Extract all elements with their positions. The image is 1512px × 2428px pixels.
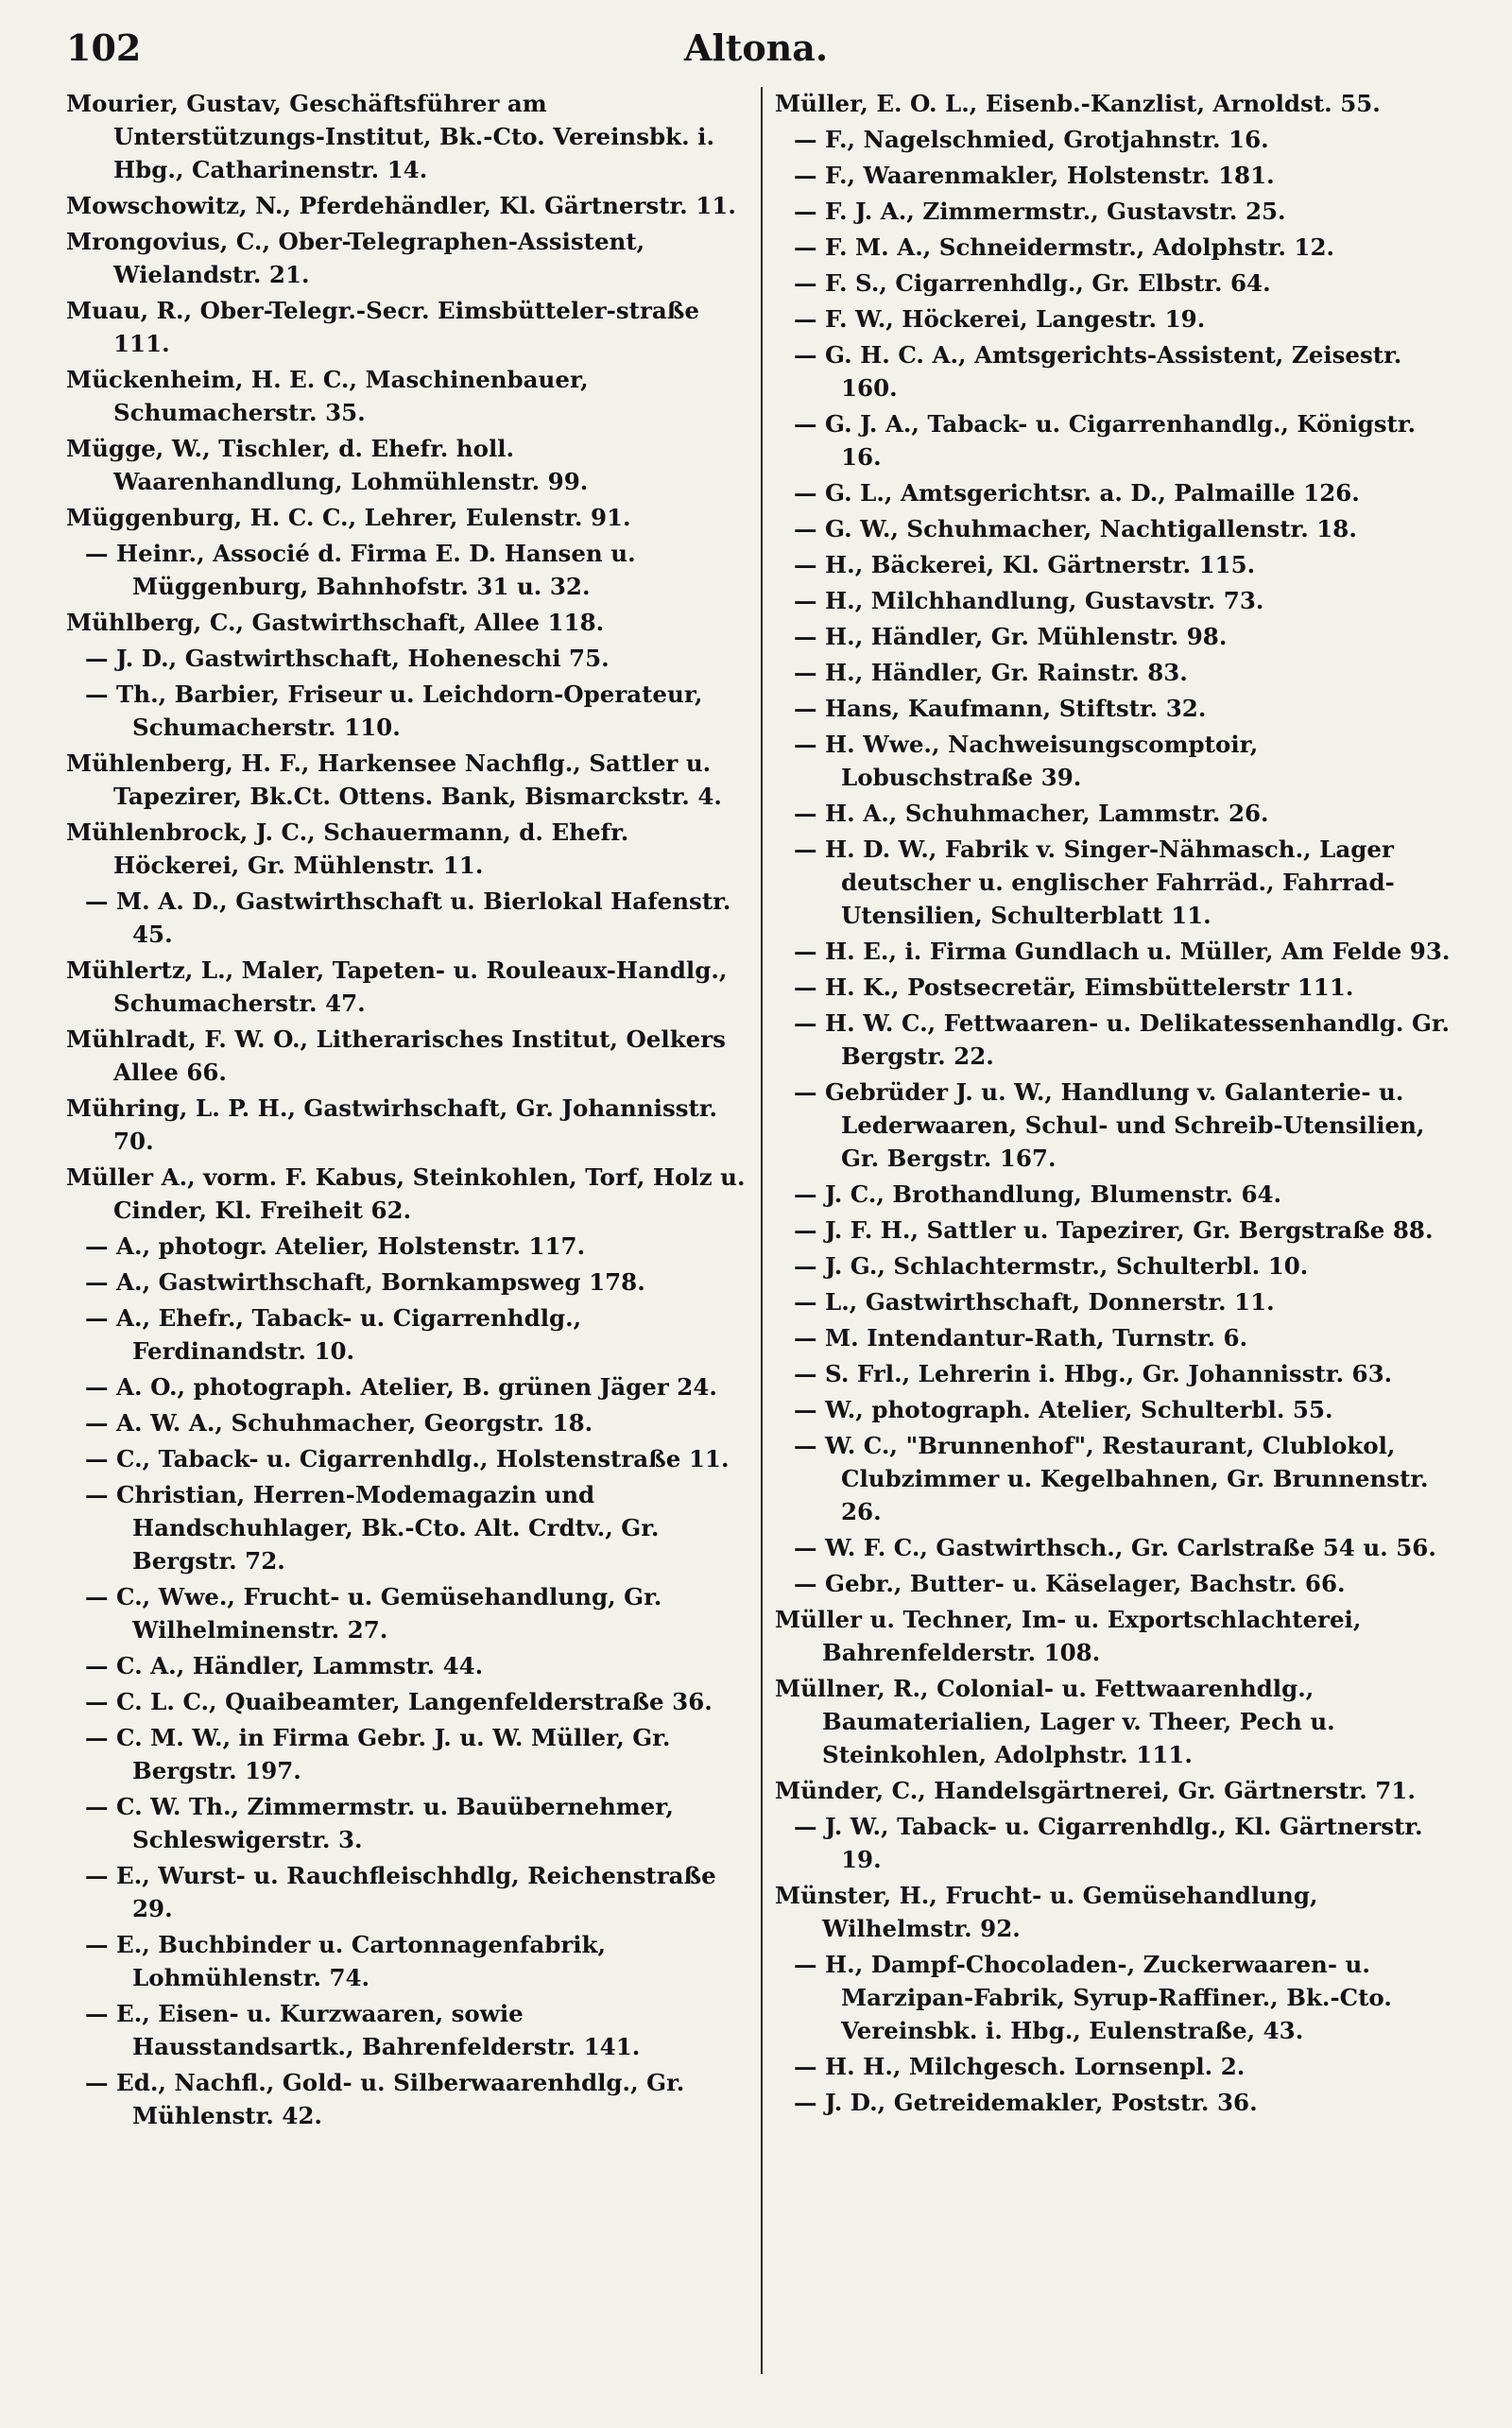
right-column (775, 87, 1455, 2393)
directory-entry: — L., Gastwirthschaft, Donnerstr. 11. (794, 1288, 1275, 1316)
directory-entry: Mühlberg, C., Gastwirthschaft, Allee 118. (66, 609, 605, 636)
directory-entry: Mühlenbrock, J. C., Schauermann, d. Ehefr. Höckerei, Gr. Mühlenstr. 11. (66, 818, 629, 879)
directory-entry: — F., Nagelschmied, Grotjahnstr. 16. (794, 126, 1269, 153)
directory-entry: Müllner, R., Colonial- u. Fettwaarenhdlg., Baumaterialien, Lager v. Theer, Pech u. Steinkohlen, Adolphstr. 111. (775, 1675, 1335, 1768)
directory-entry: — F. M. A., Schneidermstr., Adolphstr. 12. (794, 233, 1335, 261)
directory-entry: — M. Intendantur-Rath, Turnstr. 6. (794, 1324, 1248, 1352)
directory-entry: — A., Gastwirthschaft, Bornkampsweg 178. (85, 1268, 645, 1296)
directory-entry: Müller A., vorm. F. Kabus, Steinkohlen, Torf, Holz u. Cinder, Kl. Freiheit 62. (66, 1163, 746, 1224)
directory-entry: — H. Wwe., Nachweisungscomptoir, Lobuschstraße 39. (794, 731, 1259, 791)
directory-entry: Mühring, L. P. H., Gastwirhschaft, Gr. Johannisstr. 70. (66, 1094, 718, 1155)
directory-entry: — W. C., "Brunnenhof", Restaurant, Clublokol, Clubzimmer u. Kegelbahnen, Gr. Brunnenstr. 26. (794, 1432, 1429, 1525)
directory-entry: — A., Ehefr., Taback- u. Cigarrenhdlg., Ferdinandstr. 10. (85, 1304, 582, 1365)
directory-entry: Mückenheim, H. E. C., Maschinenbauer, Schumacherstr. 35. (66, 366, 589, 426)
directory-entry: — A., photogr. Atelier, Holstenstr. 117. (85, 1232, 586, 1260)
directory-entry: — H. H., Milchgesch. Lornsenpl. 2. (794, 2053, 1246, 2080)
directory-entry: — E., Eisen- u. Kurzwaaren, sowie Hausstandsartk., Bahrenfelderstr. 141. (85, 2000, 641, 2060)
directory-entry: — H. D. W., Fabrik v. Singer-Nähmasch., Lager deutscher u. englischer Fahrräd., Fahrrad-Utensilien, Schulterblatt 11. (794, 835, 1395, 929)
directory-entry: — H. E., i. Firma Gundlach u. Müller, Am Felde 93. (794, 938, 1451, 965)
directory-entry: — C. W. Th., Zimmermstr. u. Bauübernehmer, Schleswigerstr. 3. (85, 1793, 674, 1853)
directory-entry: — G. L., Amtsgerichtsr. a. D., Palmaille 126. (794, 479, 1360, 507)
directory-entry: — H. A., Schuhmacher, Lammstr. 26. (794, 800, 1269, 827)
directory-entry: — H., Händler, Gr. Mühlenstr. 98. (794, 623, 1228, 650)
directory-entry: — Gebr., Butter- u. Käselager, Bachstr. 66. (794, 1570, 1346, 1597)
directory-entry: — H., Bäckerei, Kl. Gärtnerstr. 115. (794, 551, 1256, 578)
directory-entry: — G. H. C. A., Amtsgerichts-Assistent, Zeisestr. 160. (794, 341, 1402, 402)
directory-entry: — M. A. D., Gastwirthschaft u. Bierlokal Hafenstr. 45. (85, 887, 731, 948)
directory-entry: — J. D., Gastwirthschaft, Hoheneschi 75. (85, 645, 610, 672)
directory-entry: — Hans, Kaufmann, Stiftstr. 32. (794, 695, 1207, 722)
directory-entry: — Ed., Nachfl., Gold- u. Silberwaarenhdlg., Gr. Mühlenstr. 42. (85, 2069, 685, 2129)
directory-entry: — A. W. A., Schuhmacher, Georgstr. 18. (85, 1409, 593, 1437)
directory-entry: — J. W., Taback- u. Cigarrenhdlg., Kl. Gärtnerstr. 19. (794, 1813, 1423, 1873)
directory-entry: Münster, H., Frucht- u. Gemüsehandlung, Wilhelmstr. 92. (775, 1882, 1318, 1942)
directory-entry: — H. K., Postsecretär, Eimsbüttelerstr 111. (794, 973, 1354, 1001)
directory-entry: — F. J. A., Zimmermstr., Gustavstr. 25. (794, 198, 1286, 225)
directory-entry: — Th., Barbier, Friseur u. Leichdorn-Operateur, Schumacherstr. 110. (85, 680, 703, 741)
directory-entry: — E., Buchbinder u. Cartonnagenfabrik, Lohmühlenstr. 74. (85, 1931, 607, 1991)
directory-entry: — H., Dampf-Chocoladen-, Zuckerwaaren- u. Marzipan-Fabrik, Syrup-Raffiner., Bk.-Cto. Vereinsbk. i. Hbg., Eulenstraße, 43. (794, 1951, 1392, 2044)
running-head: Altona. (683, 26, 829, 69)
directory-entry: Mourier, Gustav, Geschäftsführer am Unterstützungs-Institut, Bk.-Cto. Vereinsbk. i. Hbg., Catharinenstr. 14. (66, 90, 714, 183)
directory-entry: Mühlertz, L., Maler, Tapeten- u. Rouleaux-Handlg., Schumacherstr. 47. (66, 956, 728, 1017)
directory-entry: — Christian, Herren-Modemagazin und Handschuhlager, Bk.-Cto. Alt. Crdtv., Gr. Bergstr. 72. (85, 1481, 660, 1575)
page-number: 102 (66, 26, 142, 69)
directory-entry: — J. D., Getreidemakler, Poststr. 36. (794, 2089, 1258, 2116)
directory-entry: — C. M. W., in Firma Gebr. J. u. W. Müller, Gr. Bergstr. 197. (85, 1724, 671, 1784)
directory-entry: — W., photograph. Atelier, Schulterbl. 55. (794, 1396, 1333, 1423)
directory-entry: Münder, C., Handelsgärtnerei, Gr. Gärtnerstr. 71. (775, 1777, 1416, 1804)
column-divider (761, 87, 763, 2374)
directory-entry: — C. L. C., Quaibeamter, Langenfelderstraße 36. (85, 1688, 713, 1715)
left-column (66, 87, 747, 2393)
directory-entry: — S. Frl., Lehrerin i. Hbg., Gr. Johannisstr. 63. (794, 1360, 1393, 1387)
directory-entry: — C. A., Händler, Lammstr. 44. (85, 1652, 484, 1679)
directory-entry: — A. O., photograph. Atelier, B. grünen Jäger 24. (85, 1373, 717, 1401)
directory-entry: — H., Händler, Gr. Rainstr. 83. (794, 659, 1188, 686)
directory-entry: Mrongovius, C., Ober-Telegraphen-Assistent, Wielandstr. 21. (66, 228, 645, 288)
directory-entry: — J. G., Schlachtermstr., Schulterbl. 10. (794, 1252, 1309, 1280)
directory-entry: — Gebrüder J. u. W., Handlung v. Galanterie- u. Lederwaaren, Schul- und Schreib-Utensilien, Gr. Bergstr. 167. (794, 1078, 1425, 1172)
directory-entry: Mowschowitz, N., Pferdehändler, Kl. Gärtnerstr. 11. (66, 192, 736, 219)
directory-entry: — Heinr., Associé d. Firma E. D. Hansen u. Müggenburg, Bahnhofstr. 31 u. 32. (85, 540, 636, 600)
directory-columns (66, 87, 1455, 2393)
directory-entry: Muau, R., Ober-Telegr.-Secr. Eimsbütteler-straße 111. (66, 297, 699, 357)
directory-entry: Mügge, W., Tischler, d. Ehefr. holl. Waarenhandlung, Lohmühlenstr. 99. (66, 435, 589, 495)
directory-entry: — J. C., Brothandlung, Blumenstr. 64. (794, 1180, 1282, 1208)
directory-entry: — H., Milchhandlung, Gustavstr. 73. (794, 587, 1264, 614)
directory-entry: Müggenburg, H. C. C., Lehrer, Eulenstr. 91. (66, 504, 631, 531)
directory-entry: — C., Wwe., Frucht- u. Gemüsehandlung, Gr. Wilhelminenstr. 27. (85, 1583, 662, 1644)
directory-entry: — F., Waarenmakler, Holstenstr. 181. (794, 162, 1275, 189)
directory-entry: — C., Taback- u. Cigarrenhdlg., Holstenstraße 11. (85, 1445, 730, 1472)
directory-entry: — F. S., Cigarrenhdlg., Gr. Elbstr. 64. (794, 269, 1271, 297)
directory-entry: — J. F. H., Sattler u. Tapezirer, Gr. Bergstraße 88. (794, 1216, 1434, 1244)
directory-entry: — F. W., Höckerei, Langestr. 19. (794, 305, 1206, 333)
directory-entry: Müller, E. O. L., Eisenb.-Kanzlist, Arnoldst. 55. (775, 90, 1381, 117)
directory-entry: — W. F. C., Gastwirthsch., Gr. Carlstraße 54 u. 56. (794, 1534, 1436, 1561)
page-header (66, 26, 1446, 76)
directory-entry: — G. W., Schuhmacher, Nachtigallenstr. 18. (794, 515, 1357, 542)
directory-entry: Mühlenberg, H. F., Harkensee Nachflg., Sattler u. Tapezirer, Bk.Ct. Ottens. Bank, Bismarckstr. 4. (66, 749, 722, 810)
directory-entry: Müller u. Techner, Im- u. Exportschlachterei, Bahrenfelderstr. 108. (775, 1606, 1362, 1666)
directory-entry: — E., Wurst- u. Rauchfleischhdlg, Reichenstraße 29. (85, 1862, 716, 1922)
directory-entry: Mühlradt, F. W. O., Litherarisches Institut, Oelkers Allee 66. (66, 1025, 726, 1086)
directory-entry: — G. J. A., Taback- u. Cigarrenhandlg., Königstr. 16. (794, 410, 1417, 471)
directory-entry: — H. W. C., Fettwaaren- u. Delikatessenhandlg. Gr. Bergstr. 22. (794, 1009, 1451, 1070)
